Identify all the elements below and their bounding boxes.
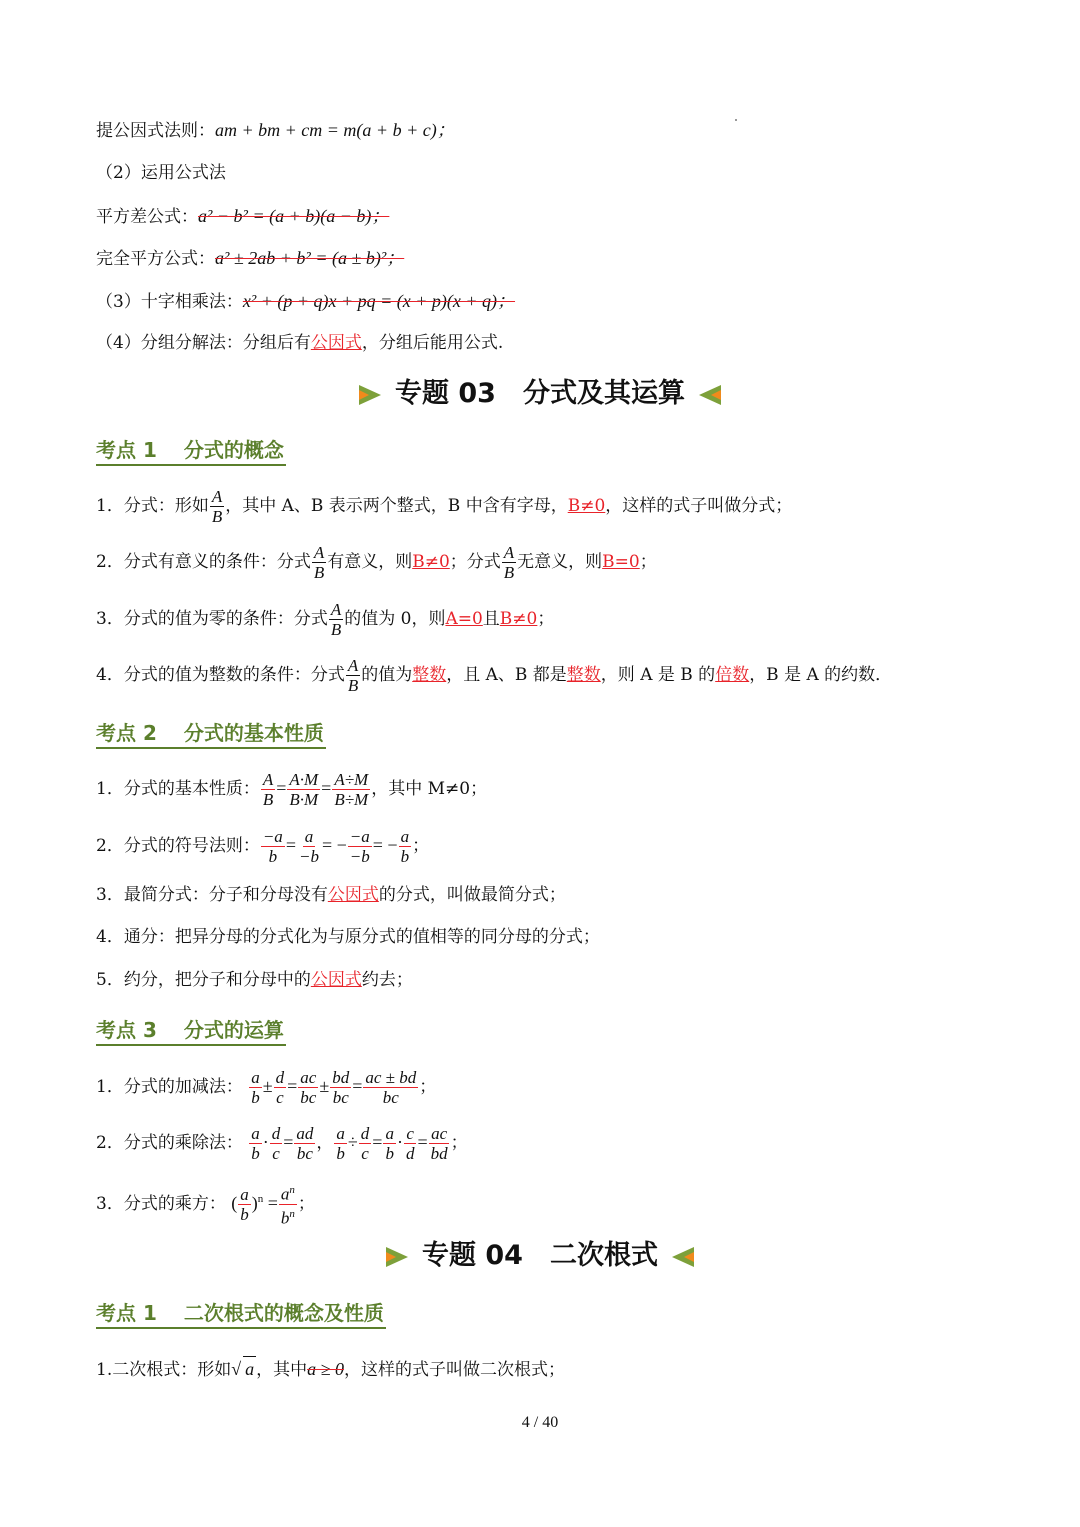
- fraction: $\frac{bd}{bc}$: [332, 1068, 350, 1107]
- numerator: −a: [262, 827, 283, 846]
- label: 2．分式的乘除法：: [96, 1133, 243, 1153]
- text-line: [96, 118, 455, 143]
- label: 的分式，叫做最简分式；: [378, 885, 566, 905]
- fraction: [399, 827, 412, 866]
- item: 3．分式的乘方： ( $\frac{a}{b}$ )$^n$ = $\frac{a^n}{b^n}$ ；: [96, 1177, 315, 1228]
- label: （2）运用公式法: [96, 163, 226, 183]
- item: [96, 653, 892, 697]
- answer: 整数: [412, 665, 447, 685]
- label: 1．分式：形如: [96, 496, 209, 516]
- answer: A=0: [445, 609, 483, 629]
- denominator: B: [313, 563, 325, 582]
- label: 3．分式的值为零的条件：分式: [96, 609, 328, 629]
- label: 有意义，则: [327, 552, 413, 572]
- denominator: b: [268, 847, 278, 866]
- answer: 公因式: [310, 970, 362, 990]
- fraction: [261, 770, 275, 809]
- fraction: [502, 543, 516, 582]
- fraction: $\frac{c}{d}$: [405, 1124, 415, 1163]
- item: [96, 968, 413, 992]
- label: 1．分式的加减法：: [96, 1077, 243, 1097]
- kaodian-heading: 考点 2 分式的基本性质: [96, 719, 326, 749]
- text-line: [96, 204, 389, 229]
- denominator: −b: [298, 847, 319, 866]
- label: 完全平方公式：: [96, 249, 215, 269]
- answer: a ≥ 0: [307, 1359, 345, 1379]
- denominator: B: [347, 676, 359, 695]
- label: 平方差公式：: [96, 207, 198, 227]
- fraction: [329, 600, 343, 639]
- numerator: A: [211, 487, 223, 506]
- formula: am + bm + cm = m(a + b + c)；: [215, 120, 455, 140]
- fraction: $\frac{a}{b}$: [385, 1124, 394, 1163]
- denominator: −b: [349, 847, 370, 866]
- answer: B≠0: [567, 496, 606, 516]
- item: [96, 597, 554, 641]
- formula: x² + (p + q)x + pq = (x + p)(x + q)；: [242, 291, 516, 311]
- numerator: a: [304, 827, 314, 846]
- formula: a² − b² = (a + b)(a − b)；: [198, 206, 390, 226]
- answer: 公因式: [327, 885, 379, 905]
- fraction: $\frac{a}{b}$: [251, 1124, 260, 1163]
- answer: B≠0: [499, 609, 538, 629]
- label: 5．约分，把分子和分母中的: [96, 970, 311, 990]
- label: ，其中 M≠0；: [371, 779, 488, 799]
- fraction: [261, 827, 285, 866]
- label: （4）分组分解法：分组后有: [96, 333, 311, 353]
- text-line: [96, 161, 226, 185]
- numerator: A: [262, 770, 274, 789]
- numerator: A: [347, 656, 359, 675]
- item: [96, 540, 657, 584]
- label: ，这样的式子叫做分式；: [605, 496, 793, 516]
- fraction: $\frac{d}{c}$: [271, 1124, 281, 1163]
- answer: 整数: [566, 665, 601, 685]
- fraction: [346, 656, 360, 695]
- denominator: B÷M: [334, 790, 369, 809]
- label: 2．分式的符号法则：: [96, 836, 260, 856]
- arrow-left-icon: [672, 1247, 694, 1267]
- page-number: 4 / 40: [521, 1414, 559, 1431]
- text-line: [96, 289, 515, 314]
- scan-dot: [735, 119, 737, 121]
- item: [96, 1356, 565, 1382]
- label: ，分组后能用公式.: [361, 333, 504, 353]
- arrow-right-icon: [386, 1247, 408, 1267]
- fraction: $\frac{a}{b}$: [240, 1185, 249, 1224]
- denominator: B: [211, 507, 223, 526]
- label: 1.二次根式：形如: [96, 1360, 232, 1380]
- label: 2．分式有意义的条件：分式: [96, 552, 311, 572]
- item: [96, 883, 566, 907]
- fraction: [287, 770, 320, 809]
- answer: B≠0: [412, 552, 450, 572]
- label: 约去；: [361, 970, 413, 990]
- section-title: [0, 376, 1080, 412]
- arrow-right-icon: [359, 385, 381, 405]
- item: 2．分式的乘除法： $\frac{a}{b}$ · $\frac{d}{c}$ = $\frac{ad}{bc}$ ， $\frac{a}{b}$ ÷ $\frac{d}{c}$ = $\frac{a}{b}$ · $\frac{c}{d}$ = $\frac{ac}{bd}$ ；: [96, 1124, 468, 1163]
- arrow-left-icon: [699, 385, 721, 405]
- numerator: A·M: [289, 770, 319, 789]
- label: ，且 A、B 都是: [446, 665, 567, 685]
- label: ；: [537, 609, 555, 629]
- label: 的值为: [361, 665, 413, 685]
- label: 的值为 0，则: [344, 609, 446, 629]
- numerator: −a: [349, 827, 370, 846]
- label: ，其中 A、B 表示两个整式，B 中含有字母，: [225, 496, 568, 516]
- numerator: a: [400, 827, 410, 846]
- label: ，这样的式子叫做二次根式；: [344, 1360, 566, 1380]
- radicand: a: [243, 1356, 256, 1381]
- item: [96, 484, 792, 528]
- fraction: $\frac{ad}{bc}$: [296, 1124, 314, 1163]
- fraction: [210, 487, 224, 526]
- fraction: $\frac{a^n}{b^n}$: [279, 1181, 297, 1227]
- kaodian-heading: 考点 1 分式的概念: [96, 436, 286, 466]
- section-title-text: 专题 03 分式及其运算: [395, 378, 685, 409]
- label: 4．分式的值为整数的条件：分式: [96, 665, 345, 685]
- item: 2．分式的符号法则： $\frac{-a}{b}$ = $\frac{a}{-b}$ = − $\frac{-a}{-b}$ = − $\frac{a}{b}$ ；: [96, 827, 430, 866]
- denominator: B: [330, 620, 342, 639]
- kaodian-heading: 考点 1 二次根式的概念及性质: [96, 1299, 386, 1329]
- fraction: [348, 827, 372, 866]
- label: ；分式: [449, 552, 501, 572]
- answer: B=0: [602, 552, 640, 572]
- numerator: A÷M: [334, 770, 369, 789]
- denominator: B·M: [289, 790, 319, 809]
- label: 1．分式的基本性质：: [96, 779, 260, 799]
- fraction: $\frac{a}{b}$: [251, 1068, 260, 1107]
- label: 且: [482, 609, 500, 629]
- text-line: [96, 331, 503, 355]
- denominator: b: [400, 847, 410, 866]
- label: （3）十字相乘法：: [96, 292, 243, 312]
- fraction: [312, 543, 326, 582]
- fraction: $\frac{ac}{bd}$: [430, 1124, 448, 1163]
- numerator: A: [330, 600, 342, 619]
- section-title-text: 专题 04 二次根式: [422, 1240, 658, 1271]
- kaodian-heading: 考点 3 分式的运算: [96, 1016, 286, 1046]
- section-title: [0, 1238, 1080, 1274]
- label: 3．最简分式：分子和分母没有: [96, 885, 328, 905]
- text-line: [96, 246, 404, 271]
- label: 提公因式法则：: [96, 121, 215, 141]
- fraction: $\frac{ac}{bc}$: [300, 1068, 317, 1107]
- fraction: $\frac{ac \pm bd}{bc}$: [365, 1068, 417, 1107]
- label: 3．分式的乘方：: [96, 1194, 226, 1214]
- answer: 倍数: [715, 665, 750, 685]
- label: ；: [639, 552, 657, 572]
- label: ，B 是 A 的约数．: [749, 665, 893, 685]
- fraction: [332, 770, 370, 809]
- denominator: B: [262, 790, 274, 809]
- fraction: $\frac{a}{b}$: [336, 1124, 345, 1163]
- label: ，则 A 是 B 的: [600, 665, 716, 685]
- item: 1．分式的基本性质： $\frac{A}{B}$ = $\frac{A\cdot M}{B\cdot M}$ = $\frac{A\div M}{B\div M}$ ，其中 M≠0；: [96, 770, 488, 809]
- denominator: B: [503, 563, 515, 582]
- fraction: $\frac{d}{c}$: [360, 1124, 370, 1163]
- fraction: [297, 827, 321, 866]
- fraction: $\frac{d}{c}$: [275, 1068, 285, 1107]
- answer: 公因式: [310, 333, 362, 353]
- sqrt-icon: √: [231, 1359, 242, 1379]
- label: ，其中: [256, 1360, 308, 1380]
- formula: a² ± 2ab + b² = (a ± b)²；: [215, 248, 405, 268]
- label: 无意义，则: [517, 552, 603, 572]
- item: 4．通分：把异分母的分式化为与原分式的值相等的同分母的分式；: [96, 927, 600, 947]
- item: 1．分式的加减法： $\frac{a}{b}$ ± $\frac{d}{c}$ = $\frac{ac}{bc}$ ± $\frac{bd}{bc}$ = $\frac{ac \pm bd}{bc}$ ；: [96, 1068, 437, 1107]
- numerator: A: [313, 543, 325, 562]
- numerator: A: [503, 543, 515, 562]
